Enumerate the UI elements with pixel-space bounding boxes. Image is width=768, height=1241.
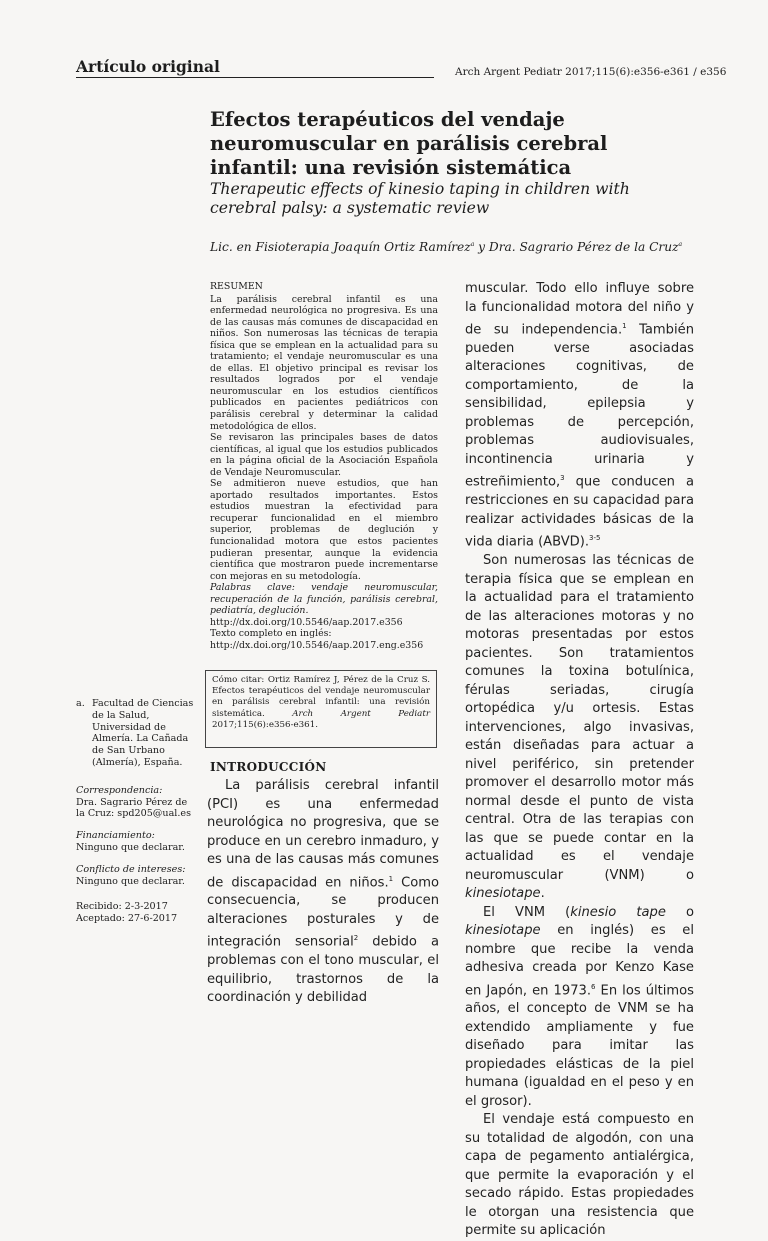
reference-mark: 1 [622, 322, 627, 330]
author-1: Lic. en Fisioterapia Joaquín Ortiz Ramírez [210, 240, 471, 254]
author-1-affiliation-mark: a [470, 240, 475, 248]
received-date: Recibido: 2-3-2017 [76, 901, 168, 913]
doi-english-link[interactable]: http://dx.doi.org/10.5546/aap.2017.eng.e356 [210, 639, 424, 651]
reference-mark: 1 [388, 874, 394, 883]
correspondence-label: Correspondencia: [76, 784, 163, 796]
body-column-2 [465, 280, 694, 1239]
title-spanish: Efectos terapéuticos del vendaje neuromuscular en parálisis cerebral infantil: una revisión sistemática [210, 108, 608, 179]
sidebar-metadata [76, 698, 194, 925]
introduction-heading: INTRODUCCIÓN [210, 760, 327, 774]
col2-paragraph-1: muscular. Todo ello influye sobre la funcionalidad motora del niño y de su independencia.$^1$ También pueden verse asociadas alteraciones cognitivas, de comportamiento, de la sensibilidad, epilepsia y problemas de percepción, problemas audiovisuales, incontinencia urinaria y estreñimiento,$^3$ que conducen a restricciones en su capacidad para realizar actividades básicas de la vida diaria (ABVD).$^{3-5}$ [465, 281, 694, 550]
col2-paragraph-3: El VNM (kinesio tape o kinesiotape en inglés) es el nombre que recibe la venda adhesiva creada por Kenzo Kase en Japón, en 1973.$^6$ En los últimos años, el concepto de VNM se ha extendido ampliamente y fue diseñado para imitar las propiedades elásticas de la piel humana (igualdad en el peso y en el grosor). [465, 904, 694, 1109]
affiliation-mark: a. [76, 698, 85, 709]
affiliation [76, 698, 194, 769]
how-to-cite-journal: Arch Argent Pediatr [292, 708, 430, 719]
how-to-cite-box [205, 670, 437, 748]
author-2: Dra. Sagrario Pérez de la Cruz [488, 240, 679, 254]
funding-text: Ninguno que declarar. [76, 841, 185, 853]
reference-mark: 2 [353, 934, 359, 943]
authors [210, 240, 710, 254]
kinesiotape-term: kinesiotape [465, 886, 541, 902]
header-rule [76, 77, 434, 78]
conflict-of-interest [76, 864, 194, 888]
author-conjunction: y [474, 240, 489, 254]
section-label: Artículo original [76, 57, 220, 76]
full-text-label: Texto completo en inglés: [210, 628, 332, 640]
affiliation-text: Facultad de Ciencias de la Salud, Universidad de Almería. La Cañada de San Urbano (Almería), España. [92, 698, 194, 768]
conflict-text: Ninguno que declarar. [76, 875, 185, 887]
abstract-paragraph-1: La parálisis cerebral infantil es una enfermedad neurológica no progresiva. Es una de las causas más comunes de discapacidad en niños. Son numerosas las técnicas de terapia física que se emplean en la actualidad para su tratamiento; el vendaje neuromuscular es una de ellas. El objetivo principal es revisar los resultados logrados por el vendaje neuromuscular en los estudios científicos publicados en pacientes pediátricos con parálisis cerebral y determinar la calidad metodológica de ellos. [210, 293, 438, 432]
title-english: Therapeutic effects of kinesio taping in children with cerebral palsy: a systematic review [210, 180, 630, 217]
accepted-date: Aceptado: 27-6-2017 [76, 913, 178, 925]
author-2-affiliation-mark: a [678, 240, 683, 248]
funding [76, 830, 194, 854]
body-column-1 [207, 777, 439, 1017]
reference-mark: 6 [591, 982, 596, 991]
how-to-cite-text: Cómo citar: Ortiz Ramírez J, Pérez de la Cruz S. Efectos terapéuticos del vendaje neuromuscular en parálisis cerebral infantil: una revisión sistemática. [212, 675, 430, 719]
journal-citation: Arch Argent Pediatr 2017;115(6):e356-e361 / e356 [455, 66, 727, 78]
reference-mark: 3 [560, 474, 565, 483]
abstract [210, 281, 438, 652]
conflict-label: Conflicto de intereses: [76, 863, 186, 875]
abstract-paragraph-2: Se revisaron las principales bases de datos científicas, al igual que los estudios publicados en la página oficial de la Asociación Española de Vendaje Neuromuscular. [210, 432, 438, 478]
dates [76, 901, 194, 925]
correspondence-text: Dra. Sagrario Pérez de la Cruz: spd205@ual.es [76, 796, 192, 820]
abstract-keywords: Palabras clave: vendaje neuromuscular, recuperación de la función, parálisis cerebral, pediatría, deglución. [210, 582, 438, 617]
col2-paragraph-4: El vendaje está compuesto en su totalidad de algodón, con una capa de pegamento antialérgica, que permite la evaporación y el secado rápido. Estas propiedades le otorgan una resistencia que permite su aplicación [465, 1112, 694, 1239]
reference-mark: 3-5 [589, 534, 601, 543]
abstract-paragraph-3: Se admitieron nueve estudios, que han aportado resultados importantes. Estos estudios muestran la efectividad para recuperar funcionalidad en el miembro superior, problemas de deglución y funcionalidad motora que estos pacientes pudieran presentar, aunque la evidencia científica que mostraron puede incrementarse con mejoras en su metodología. [210, 478, 438, 582]
col2-paragraph-2: Son numerosas las técnicas de terapia física que se emplean en la actualidad para el tratamiento de las alteraciones motoras y no motoras presentadas por estos pacientes. Son tratamientos comunes la toxina botulínica, férulas seriadas, cirugía ortopédica y/u ortesis. Estas intervenciones, algo invasivas, están diseñadas para actuar a nivel periférico, sin pretender promover el desarrollo motor más normal desde el punto de vista central. Otra de las terapias con las que se puede contar en la actualidad es el vendaje neuromuscular (VNM) o kinesiotape. [465, 553, 694, 902]
abstract-label: RESUMEN [210, 281, 263, 292]
intro-paragraph-1: La parálisis cerebral infantil (PCI) es una enfermedad neurológica no progresiva, que se produce en un cerebro inmaduro, y es una de las causas más comunes de discapacidad en niños.$^1$ Como consecuencia, se producen alteraciones posturales y de integración sensorial$^2$ debido a problemas con el tono muscular, el equilibrio, trastornos de la coordinación y debilidad [207, 778, 439, 1006]
funding-label: Financiamiento: [76, 830, 155, 842]
correspondence [76, 785, 194, 820]
how-to-cite-ref: 2017;115(6):e356-e361. [212, 719, 318, 730]
doi-link[interactable]: http://dx.doi.org/10.5546/aap.2017.e356 [210, 616, 403, 628]
